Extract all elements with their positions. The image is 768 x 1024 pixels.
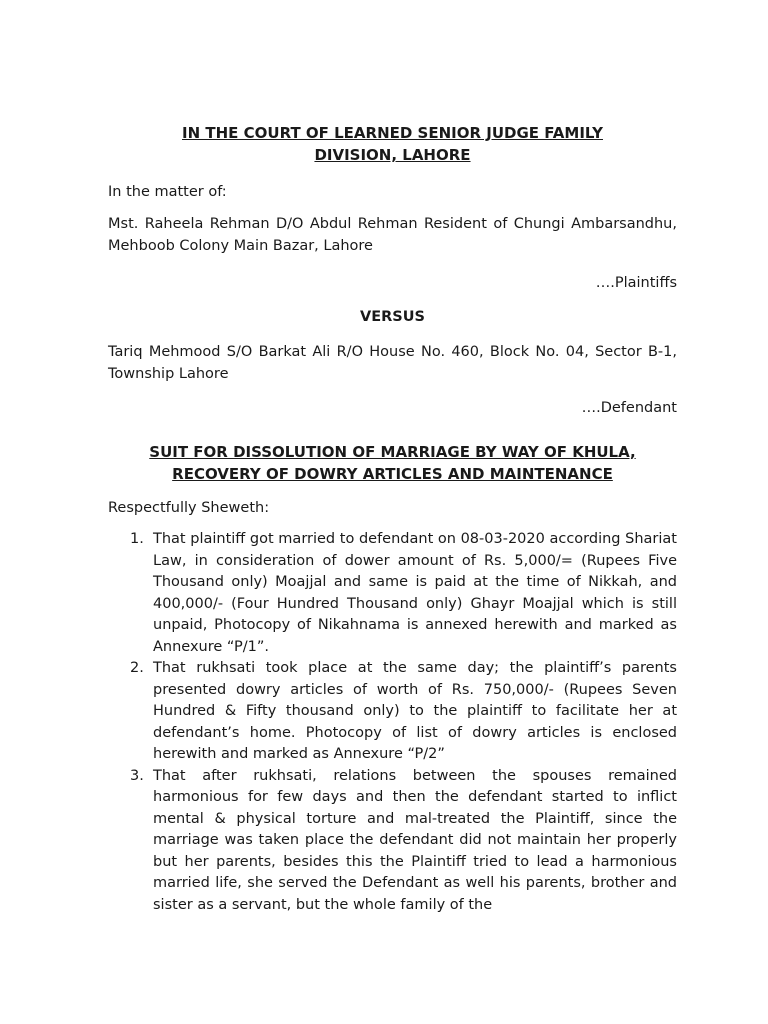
- list-item: [108, 766, 677, 917]
- paragraph-number: 3.: [130, 767, 144, 784]
- paragraph-text: That rukhsati took place at the same day; the plaintiff’s parents presented dowry articles of worth of Rs. 750,000/- (Rupees Seven Hundred & Fifty thousand only) to the plaintiff to facilitate her at defendant’s home. Photocopy of list of dowry articles is enclosed herewith and marked as Annexure “P/2”: [153, 660, 677, 762]
- paragraph-number: 1.: [130, 531, 144, 547]
- defendant-role: ….Defendant: [581, 400, 677, 416]
- plaint-paragraphs: [108, 529, 677, 916]
- suit-title: [108, 441, 677, 485]
- list-item: [108, 529, 677, 658]
- suit-title-line-2: RECOVERY OF DOWRY ARTICLES AND MAINTENANCE: [172, 465, 613, 483]
- paragraph-text: That after rukhsati, relations between the spouses remained harmonious for few days and then the defendant started to inflict mental & physical torture and mal-treated the Plaintiff, since the marriage was taken place the defendant did not maintain her properly but her parents, besides this the Plaintiff tried to lead a harmonious married life, she served the Defendant as well his parents, brother and sister as a servant, but the whole family of the: [153, 767, 677, 913]
- paragraph-text: That plaintiff got married to defendant on 08-03-2020 according Shariat Law, in consideration of dower amount of Rs. 5,000/= (Rupees Five Thousand only) Moajjal and same is paid at the time of Nikkah, and 400,000/- (Four Hundred Thousand only) Ghayr Moajjal which is still unpaid, Photocopy of Nikahnama is annexed herewith and marked as Annexure “P/1”.: [153, 531, 677, 655]
- plaintiff-details: Mst. Raheela Rehman D/O Abdul Rehman Resident of Chungi Ambarsandhu, Mehboob Colony Main Bazar, Lahore: [108, 216, 677, 254]
- court-heading: [108, 122, 677, 166]
- versus-label: VERSUS: [360, 309, 425, 325]
- court-heading-line-1: IN THE COURT OF LEARNED SENIOR JUDGE FAMILY: [182, 124, 603, 142]
- court-heading-line-2: DIVISION, LAHORE: [314, 146, 471, 164]
- suit-title-line-1: SUIT FOR DISSOLUTION OF MARRIAGE BY WAY OF KHULA,: [149, 443, 636, 461]
- salutation: Respectfully Sheweth:: [108, 500, 270, 516]
- matter-intro: In the matter of:: [108, 184, 227, 200]
- plaintiff-role: ….Plaintiffs: [595, 275, 677, 291]
- paragraph-number: 2.: [130, 660, 144, 676]
- defendant-details: Tariq Mehmood S/O Barkat Ali R/O House No. 460, Block No. 04, Sector B-1, Township Lahore: [108, 344, 677, 382]
- list-item: [108, 658, 677, 766]
